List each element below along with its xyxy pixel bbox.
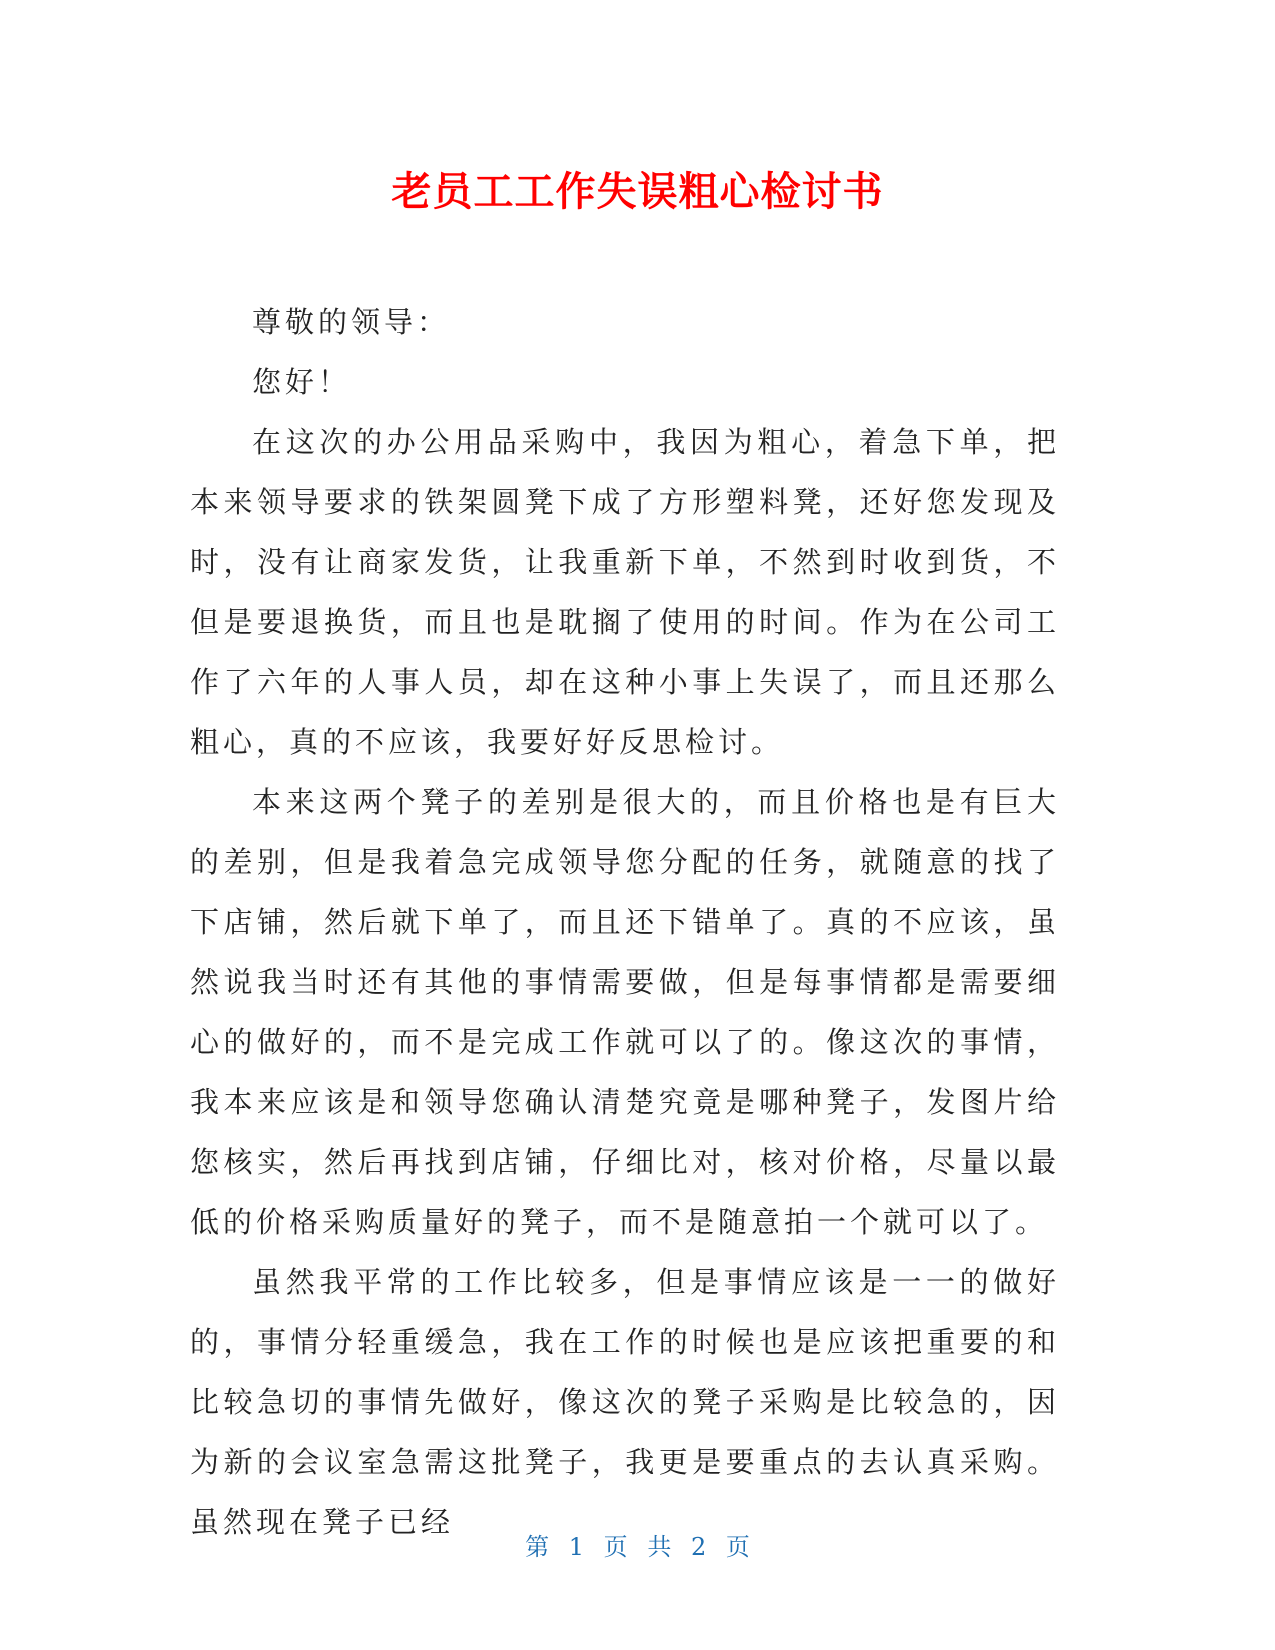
salutation: 尊敬的领导：	[252, 305, 451, 339]
document-body	[190, 292, 1060, 1552]
footer-label-total-unit: 页	[725, 1533, 750, 1561]
footer-label-page-unit: 页	[603, 1533, 628, 1561]
footer-current-page: 1	[568, 1533, 585, 1561]
footer-label-page: 第	[525, 1533, 550, 1561]
footer-label-total: 共	[647, 1533, 672, 1561]
document-title: 老员工工作失误粗心检讨书	[391, 169, 884, 215]
page-footer	[0, 1531, 1275, 1563]
body-paragraph: 虽然我平常的工作比较多，但是事情应该是一一的做好的，事情分轻重缓急，我在工作的时候也是应该把重要的和比较急切的事情先做好，像这次的凳子采购是比较急的，因为新的会议室急需这批凳子，我更是要重点的去认真采购。虽然现在凳子已经	[190, 1265, 1060, 1539]
footer-total-pages: 2	[690, 1533, 707, 1561]
body-paragraph: 本来这两个凳子的差别是很大的，而且价格也是有巨大的差别，但是我着急完成领导您分配的任务，就随意的找了下店铺，然后就下单了，而且还下错单了。真的不应该，虽然说我当时还有其他的事情需要做，但是每事情都是需要细心的做好的，而不是完成工作就可以了的。像这次的事情，我本来应该是和领导您确认清楚究竟是哪种凳子，发图片给您核实，然后再找到店铺，仔细比对，核对价格，尽量以最低的价格采购质量好的凳子，而不是随意拍一个就可以了。	[190, 785, 1060, 1239]
greeting: 您好！	[252, 365, 352, 399]
body-paragraph: 在这次的办公用品采购中，我因为粗心，着急下单，把本来领导要求的铁架圆凳下成了方形塑料凳，还好您发现及时，没有让商家发货，让我重新下单，不然到时收到货，不但是要退换货，而且也是耽搁了使用的时间。作为在公司工作了六年的人事人员，却在这种小事上失误了，而且还那么粗心，真的不应该，我要好好反思检讨。	[190, 425, 1060, 759]
